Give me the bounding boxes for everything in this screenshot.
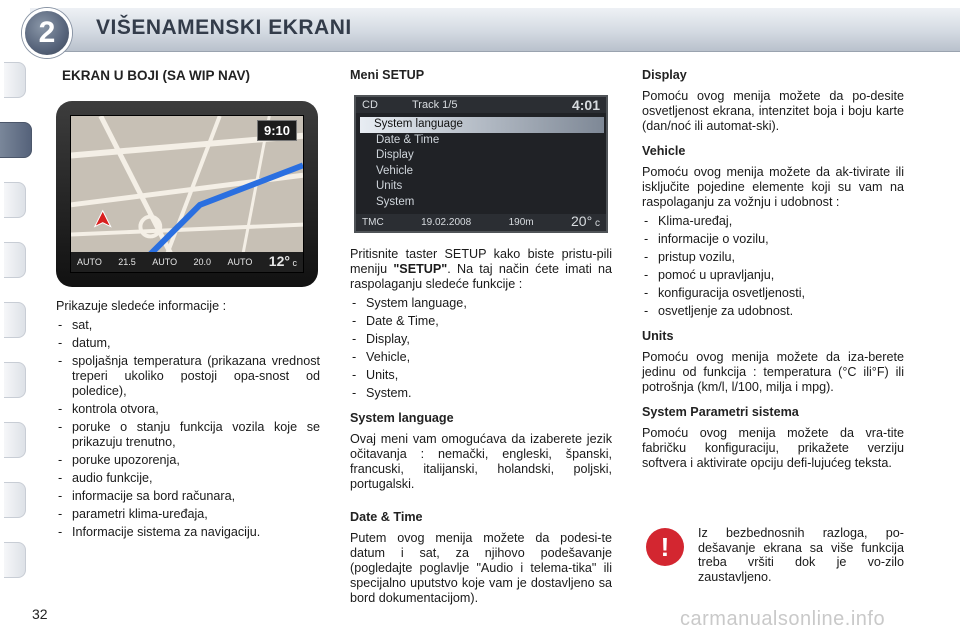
section-title-color-screen: EKRAN U BOJI (SA WIP NAV)	[62, 68, 251, 83]
chapter-tab-strip	[0, 62, 32, 582]
setup-status-bar	[356, 97, 606, 113]
list-item: - pomoć u upravljanju,	[642, 268, 904, 283]
distance-readout: 190m	[508, 217, 534, 228]
section-title-display: Display	[642, 68, 687, 82]
list-item: - kontrola otvora,	[56, 402, 320, 417]
screen-temperature: 20° c	[571, 213, 600, 229]
list-item: - parametri klima-uređaja,	[56, 507, 320, 522]
setup-menu	[360, 117, 604, 210]
middle-column	[350, 62, 612, 616]
warning-text: Iz bezbednosnih razloga, po-dešavanje ekrana sa više funkcija treba vršiti dok je vo-zilo zaustavljeno.	[698, 526, 904, 584]
section-title-date-time: Date & Time	[350, 510, 423, 524]
list-item: - informacije sa bord računara,	[56, 489, 320, 504]
track-info: Track 1/5	[412, 98, 458, 111]
climate-right-mode: AUTO	[227, 256, 253, 267]
chapter-badge: 2	[22, 8, 72, 58]
list-item: - sat,	[56, 318, 320, 333]
list-item: - datum,	[56, 336, 320, 351]
setup-info-bar	[356, 214, 606, 231]
menu-item-system-language[interactable]: System language	[360, 117, 604, 133]
system-text: Pomoću ovog menija možete da vra-tite fabričku konfiguraciju, prikažete verziju softvera i aktivirate opciju defi-lujućeg teksta.	[642, 426, 904, 470]
tmc-indicator: TMC	[362, 217, 384, 228]
list-item: - Klima-uređaj,	[642, 214, 904, 229]
chapter-tab-active	[0, 122, 32, 158]
system-language-text: Ovaj meni vam omogućava da izaberete jezik očitavanja : nemački, engleski, španski, francuski, italijanski, holandski, poljski, portugalski.	[350, 432, 612, 491]
list-item: - Informacije sistema za navigaciju.	[56, 525, 320, 540]
list-item: - System.	[350, 386, 612, 401]
section-title-setup: Meni SETUP	[350, 68, 425, 82]
setup-screen	[354, 95, 608, 233]
setup-functions-list	[350, 296, 612, 401]
display-text: Pomoću ovog menija možete da po-desite osvetljenost ekrana, intenzitet boja i boju karte (dan/noć ili automat-ski).	[642, 89, 904, 133]
right-column	[642, 62, 904, 481]
chapter-tab	[4, 422, 26, 458]
chapter-tab	[4, 542, 26, 578]
nav-screen-photo	[56, 101, 318, 287]
chapter-tab	[4, 482, 26, 518]
climate-right-temp: 20.0	[193, 256, 212, 267]
menu-item-units[interactable]: Units	[376, 180, 403, 192]
chapter-tab	[4, 242, 26, 278]
date-time-text: Putem ovog menija možete da podesi-te datum i sat, za njihovo podešavanje (pogledajte poglavlje "Audio i telema-tika" ili specijalno uputstvo koje vam je dostavljeno sa bord dokumentacijom).	[350, 531, 612, 605]
nav-clock: 9:10	[257, 120, 297, 141]
list-item: - Date & Time,	[350, 314, 612, 329]
list-item: - poruke upozorenja,	[56, 453, 320, 468]
page-header	[0, 0, 960, 58]
info-list	[56, 318, 320, 540]
climate-left-temp: 21.5	[118, 256, 136, 267]
vehicle-text: Pomoću ovog menija možete da ak-tivirate ili isključite pojedine elemente koji su vam na raspolaganju za vožnju i udobnost :	[642, 165, 904, 209]
section-title-units: Units	[642, 329, 674, 343]
list-item: - Vehicle,	[350, 350, 612, 365]
climate-left-mode: AUTO	[77, 256, 102, 267]
section-title-system-language: System language	[350, 411, 454, 425]
menu-item-system[interactable]: System	[376, 195, 415, 208]
menu-item-date-time[interactable]: Date & Time	[376, 133, 440, 146]
watermark: carmanualsonline.info	[680, 608, 886, 630]
chapter-title: VIŠENAMENSKI EKRANI	[96, 16, 352, 39]
setup-intro: Pritisnite taster SETUP kako biste pristu-pili meniju "SETUP". Na taj način ćete imati na raspolaganju sledeće funkcije :	[350, 247, 612, 291]
page-number: 32	[32, 606, 48, 622]
vehicle-list	[642, 214, 904, 319]
list-item: - System language,	[350, 296, 612, 311]
nav-screen	[70, 115, 304, 273]
units-text: Pomoću ovog menija možete da iza-berete jedinu od funkcija : temperatura (°C ili°F) ili potrošnja (km/l, l/100, milja i mpg).	[642, 350, 904, 394]
screen-clock: 4:01	[571, 96, 600, 113]
chapter-tab	[4, 62, 26, 98]
warning-exclamation-icon: !	[646, 528, 684, 566]
section-title-vehicle: Vehicle	[642, 144, 686, 158]
list-item: - Display,	[350, 332, 612, 347]
list-item: - pristup vozilu,	[642, 250, 904, 265]
screen-date: 19.02.2008	[421, 217, 472, 228]
list-item: - informacije o vozilu,	[642, 232, 904, 247]
list-item: - Units,	[350, 368, 612, 383]
section-title-system: System Parametri sistema	[642, 405, 799, 419]
list-item: - audio funkcije,	[56, 471, 320, 486]
list-item: - osvetljenje za udobnost.	[642, 304, 904, 319]
left-column	[56, 62, 320, 550]
chapter-tab	[4, 182, 26, 218]
menu-item-display[interactable]: Display	[376, 149, 414, 161]
list-item: - spoljašnja temperatura (prikazana vrednost treperi ukoliko postoji opa-snost od poledice),	[56, 354, 320, 399]
list-item: - poruke o stanju funkcija vozila koje se prikazuju trenutno,	[56, 420, 320, 450]
list-item: - konfiguracija osvetljenosti,	[642, 286, 904, 301]
outside-temperature: 12° c	[268, 252, 297, 269]
audio-source: CD	[362, 98, 378, 111]
chapter-tab	[4, 362, 26, 398]
intro-text: Prikazuje sledeće informacije :	[56, 299, 227, 313]
menu-item-vehicle[interactable]: Vehicle	[376, 164, 414, 177]
chapter-tab	[4, 302, 26, 338]
nav-climate-bar	[71, 252, 303, 272]
climate-center-mode: AUTO	[152, 256, 178, 267]
warning-note	[642, 524, 904, 584]
